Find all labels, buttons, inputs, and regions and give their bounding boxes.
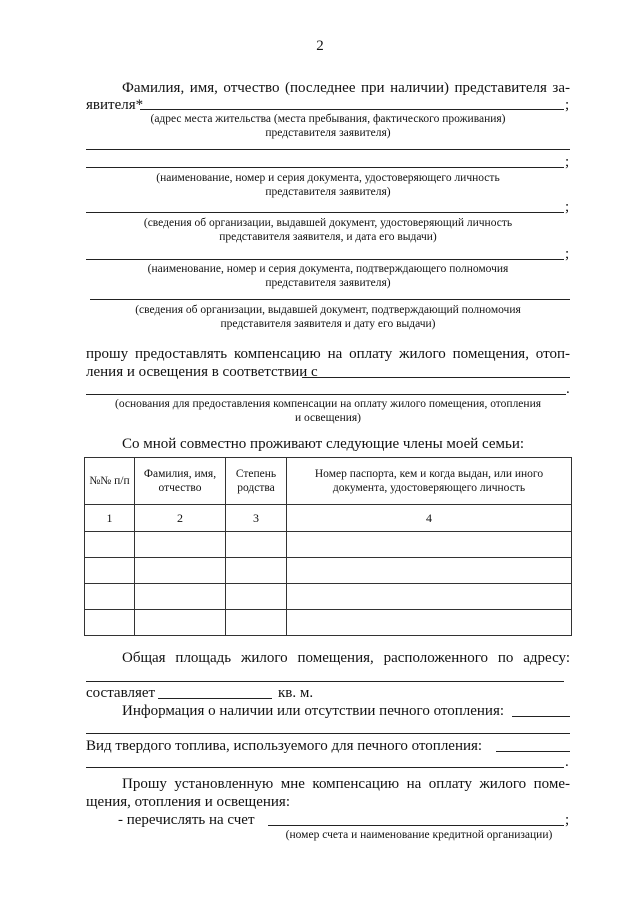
- table-cell[interactable]: [85, 558, 135, 584]
- table-cell[interactable]: [135, 610, 226, 636]
- rep-authority-field[interactable]: [86, 259, 564, 260]
- rep-name-field[interactable]: [140, 109, 564, 110]
- hint-address-1: (адрес места жительства (места пребывания, фактического проживания): [150, 113, 506, 125]
- table-cell[interactable]: [135, 558, 226, 584]
- table-row: [85, 532, 572, 558]
- hint-authority-issuer-2: представителя заявителя и дату его выдачи): [220, 318, 436, 330]
- request-line2: ления и освещения в соответствии с: [86, 364, 318, 380]
- table-cell[interactable]: [85, 610, 135, 636]
- transfer-line1: Прошу установленную мне компенсацию на оплату жилого поме-: [122, 776, 570, 792]
- stove-fuel-field[interactable]: [496, 751, 570, 752]
- table-cell[interactable]: [226, 610, 287, 636]
- area-value-field[interactable]: [158, 698, 272, 699]
- hint-issuer-1: (сведения об организации, выдавшей документ, удостоверяющий личность: [143, 217, 513, 229]
- rep-intro-line2: явителя*: [86, 97, 144, 113]
- page-number: 2: [316, 38, 324, 54]
- rep-doc-field[interactable]: [86, 167, 564, 168]
- rep-name-end: ;: [565, 97, 570, 113]
- header-document: Номер паспорта, кем и когда выдан, или иного документа, удостоверяющего личность: [287, 458, 572, 505]
- column-numbers-row: [85, 505, 572, 532]
- transfer-item: - перечислять на счет: [118, 812, 255, 828]
- stove-info-label: Информация о наличии или отсутствии печного отопления:: [122, 703, 505, 719]
- request-hint-2: и освещения): [294, 412, 362, 424]
- rep-issuer-field[interactable]: [86, 212, 564, 213]
- rep-address-field[interactable]: [86, 149, 570, 150]
- stove-fuel-label: Вид твердого топлива, используемого для печного отопления:: [86, 738, 483, 754]
- rep-intro-line1: Фамилия, имя, отчество (последнее при наличии) представителя за-: [122, 80, 570, 96]
- table-cell[interactable]: [226, 532, 287, 558]
- hint-issuer-2: представителя заявителя, и дата его выдачи): [219, 231, 437, 243]
- stove-info-field[interactable]: [512, 716, 570, 717]
- rep-authority-issuer-field[interactable]: [90, 299, 570, 300]
- hint-authority-2: представителя заявителя): [265, 277, 391, 289]
- table-row: [85, 558, 572, 584]
- table-cell[interactable]: [287, 610, 572, 636]
- table-row: [85, 584, 572, 610]
- stove-fuel-field-2[interactable]: [86, 767, 564, 768]
- family-title: Со мной совместно проживают следующие члены моей семьи:: [122, 436, 525, 452]
- table-cell[interactable]: [226, 584, 287, 610]
- family-members-table: [84, 457, 572, 636]
- account-hint: (номер счета и наименование кредитной организации): [285, 829, 553, 841]
- column-number-cell: 1: [85, 505, 135, 532]
- hint-authority-1: (наименование, номер и серия документа, подтверждающего полномочия: [147, 263, 509, 275]
- table-row: [85, 610, 572, 636]
- request-end: .: [566, 381, 570, 397]
- table-cell[interactable]: [135, 532, 226, 558]
- hint-address-2: представителя заявителя): [265, 127, 391, 139]
- rep-doc-end: ;: [565, 154, 570, 170]
- area-line1: Общая площадь жилого помещения, расположенного по адресу:: [122, 650, 570, 666]
- request-line1: прошу предоставлять компенсацию на оплату жилого помещения, отоп-: [86, 346, 570, 362]
- table-cell[interactable]: [135, 584, 226, 610]
- table-cell[interactable]: [85, 584, 135, 610]
- hint-authority-issuer-1: (сведения об организации, выдавшей документ, подтверждающий полномочия: [135, 304, 521, 316]
- area-address-field[interactable]: [86, 681, 564, 682]
- stove-end: .: [565, 754, 569, 770]
- request-basis-field-2[interactable]: [86, 394, 566, 395]
- hint-doc-1: (наименование, номер и серия документа, удостоверяющего личность: [156, 172, 500, 184]
- area-line2: составляет: [86, 685, 156, 701]
- header-relation: Степень родства: [226, 458, 287, 505]
- rep-authority-end: ;: [565, 246, 570, 262]
- column-number-cell: 2: [135, 505, 226, 532]
- table-cell[interactable]: [226, 558, 287, 584]
- table-cell[interactable]: [287, 558, 572, 584]
- transfer-end: ;: [565, 812, 570, 828]
- header-number: №№ п/п: [85, 458, 135, 505]
- request-hint-1: (основания для предоставления компенсации на оплату жилого помещения, отопления: [114, 398, 542, 410]
- table-cell[interactable]: [287, 532, 572, 558]
- stove-info-field-2[interactable]: [86, 733, 570, 734]
- header-name: Фамилия, имя, отчество: [135, 458, 226, 505]
- area-unit: кв. м.: [278, 685, 314, 701]
- rep-issuer-end: ;: [565, 199, 570, 215]
- table-cell[interactable]: [85, 532, 135, 558]
- transfer-line2: щения, отопления и освещения:: [86, 794, 290, 810]
- column-number-cell: 3: [226, 505, 287, 532]
- hint-doc-2: представителя заявителя): [265, 186, 391, 198]
- table-cell[interactable]: [287, 584, 572, 610]
- account-field[interactable]: [268, 825, 564, 826]
- request-basis-field-1[interactable]: [302, 377, 570, 378]
- column-number-cell: 4: [287, 505, 572, 532]
